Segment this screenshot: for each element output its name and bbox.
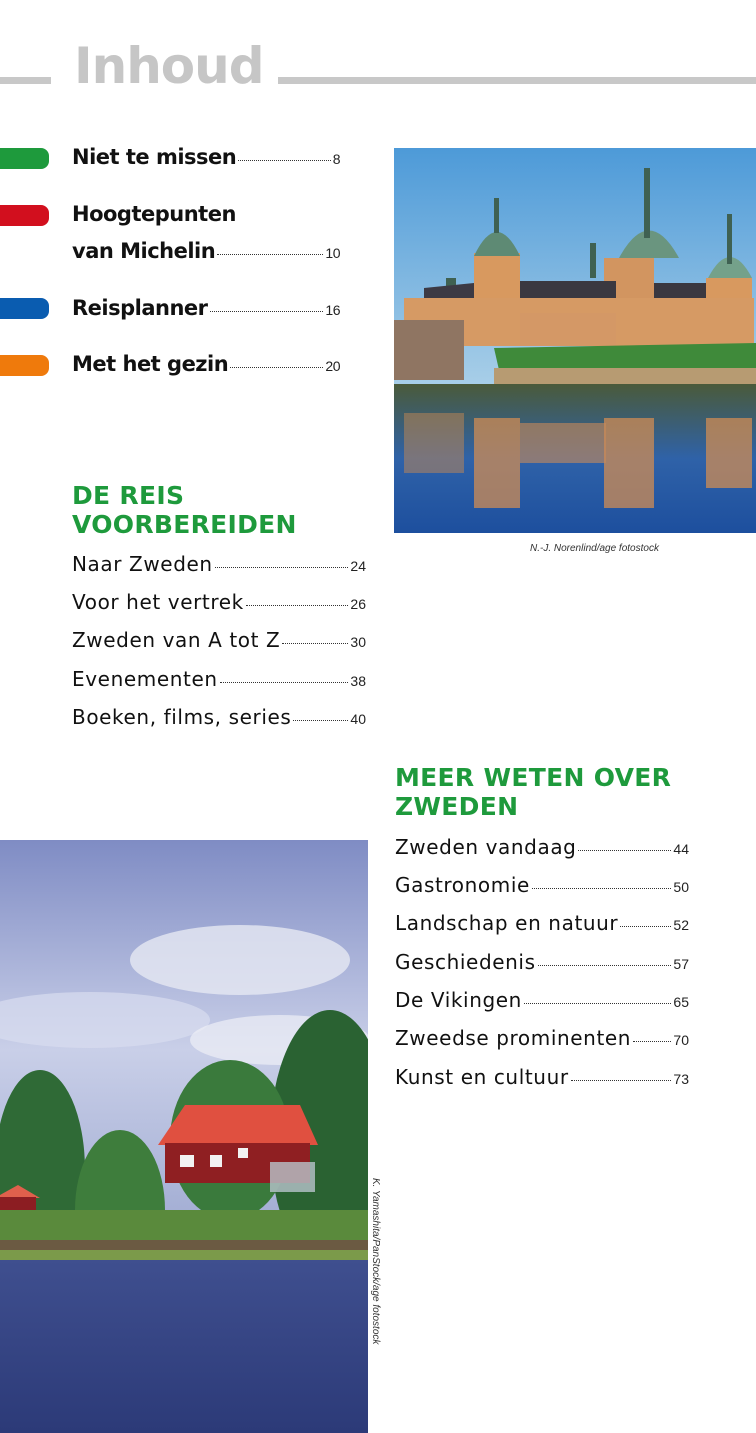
toc-label: Zweden van A tot Z [72, 628, 281, 652]
leader-dots [217, 254, 323, 255]
header-rule-right [278, 77, 756, 84]
toc-highlight-reisplanner[interactable] [72, 294, 340, 324]
toc-page: 38 [350, 673, 366, 689]
tab-marker-green [0, 148, 49, 169]
page-title: Inhoud [74, 37, 264, 95]
toc-item-geschiedenis[interactable] [395, 950, 689, 974]
toc-label: Kunst en cultuur [395, 1065, 569, 1089]
toc-page: 52 [673, 917, 689, 933]
toc-item-zweden-van-a-tot-z[interactable] [72, 628, 366, 652]
toc-label: Naar Zweden [72, 552, 213, 576]
castle-photo-credit: N.-J. Norenlind/age fotostock [530, 543, 659, 554]
toc-label: Met het gezin [72, 352, 229, 376]
leader-dots [238, 160, 330, 161]
house-photo-credit: K. Yamashita/PanStock/age fotostock [370, 1178, 381, 1345]
toc-page: 57 [673, 956, 689, 972]
toc-label: Reisplanner [72, 296, 208, 320]
leader-dots [246, 605, 349, 606]
leader-dots [524, 1003, 671, 1004]
toc-label: Zweedse prominenten [395, 1026, 632, 1050]
leader-dots [620, 926, 671, 927]
toc-page: 44 [673, 841, 689, 857]
toc-page: 16 [325, 302, 340, 318]
toc-page: 10 [325, 245, 340, 261]
toc-page: 24 [350, 558, 366, 574]
toc-highlight-hoogtepunten[interactable] [72, 237, 340, 267]
leader-dots [633, 1041, 671, 1042]
house-by-lake-photo [0, 840, 368, 1433]
toc-label: van Michelin [72, 239, 216, 263]
toc-page: 30 [350, 634, 366, 650]
toc-label: Zweden vandaag [395, 835, 577, 859]
toc-page: 40 [350, 711, 366, 727]
toc-label: Landschap en natuur [395, 911, 619, 935]
toc-label: Voor het vertrek [72, 590, 244, 614]
toc-highlight-met-het-gezin[interactable] [72, 350, 340, 380]
tab-marker-blue [0, 298, 49, 319]
toc-item-naar-zweden[interactable] [72, 552, 366, 576]
tab-marker-orange [0, 355, 49, 376]
toc-label: Evenementen [72, 667, 218, 691]
leader-dots [220, 682, 349, 683]
toc-item-evenementen[interactable] [72, 667, 366, 691]
toc-item-boeken-films-series[interactable] [72, 705, 366, 729]
section-heading-prepare-line1: DE REIS [72, 481, 185, 510]
toc-page: 50 [673, 879, 689, 895]
leader-dots [230, 367, 323, 368]
leader-dots [571, 1080, 672, 1081]
toc-page: 70 [673, 1032, 689, 1048]
leader-dots [282, 643, 348, 644]
section-heading-learn-line1: MEER WETEN OVER [395, 763, 672, 792]
header-rule-left [0, 77, 51, 84]
toc-item-zweedse-prominenten[interactable] [395, 1026, 689, 1050]
toc-item-gastronomie[interactable] [395, 873, 689, 897]
leader-dots [532, 888, 672, 889]
toc-item-kunst-en-cultuur[interactable] [395, 1065, 689, 1089]
toc-label: Geschiedenis [395, 950, 536, 974]
toc-page: 26 [350, 596, 366, 612]
toc-highlight-line1: Hoogtepunten [72, 202, 236, 226]
tab-marker-red [0, 205, 49, 226]
leader-dots [215, 567, 349, 568]
toc-label: Boeken, films, series [72, 705, 292, 729]
toc-label: Gastronomie [395, 873, 530, 897]
toc-page: 73 [673, 1071, 689, 1087]
leader-dots [538, 965, 672, 966]
toc-page: 65 [673, 994, 689, 1010]
toc-item-de-vikingen[interactable] [395, 988, 689, 1012]
toc-item-voor-het-vertrek[interactable] [72, 590, 366, 614]
toc-page: 20 [325, 358, 340, 374]
leader-dots [293, 720, 348, 721]
toc-label: De Vikingen [395, 988, 522, 1012]
section-heading-learn-line2: ZWEDEN [395, 792, 519, 821]
toc-page: 8 [332, 151, 340, 167]
toc-item-zweden-vandaag[interactable] [395, 835, 689, 859]
leader-dots [578, 850, 671, 851]
castle-photo [394, 148, 756, 533]
toc-item-landschap-en-natuur[interactable] [395, 911, 689, 935]
toc-highlight-niet-te-missen[interactable] [72, 143, 340, 173]
toc-label: Niet te missen [72, 145, 237, 169]
leader-dots [210, 311, 324, 312]
section-heading-prepare-line2: VOORBEREIDEN [72, 510, 297, 539]
